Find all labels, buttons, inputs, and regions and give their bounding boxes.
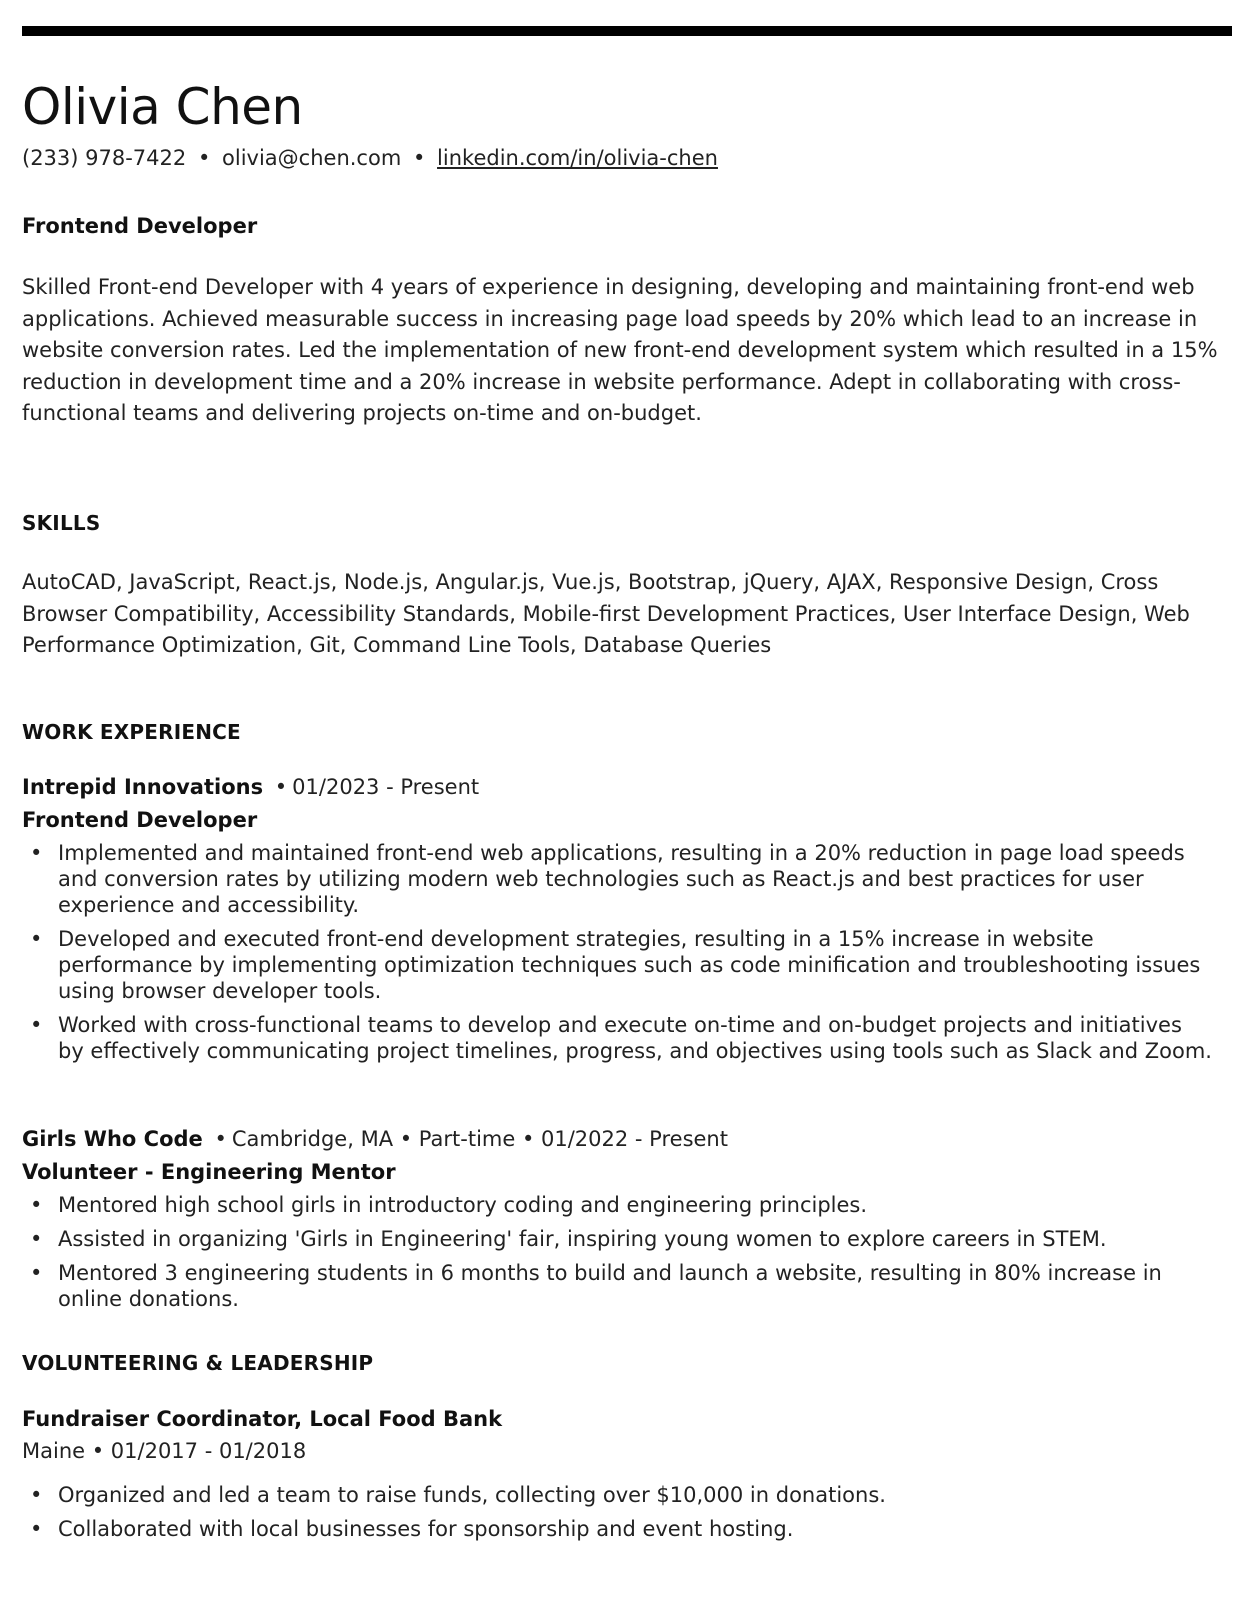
list-item: • Collaborated with local businesses for sponsorship and event hosting. <box>22 1516 1212 1542</box>
list-item: • Assisted in organizing 'Girls in Engineering' fair, inspiring young women to explore careers in STEM. <box>22 1226 1212 1252</box>
work-experience-heading: WORK EXPERIENCE <box>22 720 241 744</box>
top-rule <box>22 26 1232 36</box>
contact-separator: • <box>412 146 426 170</box>
job-role: Volunteer - Engineering Mentor <box>22 1160 396 1184</box>
skills-heading: SKILLS <box>22 511 101 535</box>
skills-list: AutoCAD, JavaScript, React.js, Node.js, Angular.js, Vue.js, Bootstrap, jQuery, AJAX, Responsive Design, Cross Browser Compatibility, Accessibility Standards, Mobile-first Development Practices, User Interface Design, Web Performance Optimization, Git, Command Line Tools, Database Queries <box>22 570 1190 657</box>
contact-separator: • <box>197 146 211 170</box>
job-details: 01/2023 - Present <box>292 775 480 799</box>
list-item: • Mentored high school girls in introductory coding and engineering principles. <box>22 1192 1212 1218</box>
job-header <box>22 775 479 799</box>
candidate-name: Olivia Chen <box>22 78 303 136</box>
contact-line <box>22 146 718 170</box>
job-separator: • <box>214 1127 227 1151</box>
volunteer-bullets <box>22 1482 1212 1550</box>
company-name: Intrepid Innovations <box>22 775 264 799</box>
professional-summary: Skilled Front-end Developer with 4 years of experience in designing, developing and maintaining front-end web applications. Achieved measurable success in increasing page load speeds by 20% which lead to an increase in website conversion rates. Led the implementation of new front-end development system which resulted in a 15% reduction in development time and a 20% increase in website performance. Adept in collaborating with cross-functional teams and delivering projects on-time and on-budget. <box>22 275 1218 425</box>
job-title: Frontend Developer <box>22 214 258 238</box>
email-address: olivia@chen.com <box>222 146 402 170</box>
volunteer-details: Maine • 01/2017 - 01/2018 <box>22 1439 307 1463</box>
list-item: • Implemented and maintained front-end web applications, resulting in a 20% reduction in page load speeds and conversion rates by utilizing modern web technologies such as React.js and best practices for user experience and accessibility. <box>22 840 1212 918</box>
volunteering-heading: VOLUNTEERING & LEADERSHIP <box>22 1351 374 1375</box>
job-details: Cambridge, MA • Part-time • 01/2022 - Present <box>231 1127 728 1151</box>
volunteer-role: Fundraiser Coordinator, Local Food Bank <box>22 1407 503 1431</box>
job-role: Frontend Developer <box>22 808 258 832</box>
job-bullets <box>22 840 1212 1072</box>
list-item: • Worked with cross-functional teams to develop and execute on-time and on-budget projects and initiatives by effectively communicating project timelines, progress, and objectives using tools such as Slack and Zoom. <box>22 1012 1212 1064</box>
list-item: • Mentored 3 engineering students in 6 months to build and launch a website, resulting in 80% increase in online donations. <box>22 1260 1212 1312</box>
phone-number: (233) 978-7422 <box>22 146 187 170</box>
job-bullets <box>22 1192 1212 1320</box>
job-header <box>22 1127 728 1151</box>
job-separator: • <box>274 775 288 799</box>
linkedin-link[interactable]: linkedin.com/in/olivia-chen <box>437 146 718 170</box>
list-item: • Organized and led a team to raise funds, collecting over $10,000 in donations. <box>22 1482 1212 1508</box>
company-name: Girls Who Code <box>22 1127 203 1151</box>
list-item: • Developed and executed front-end development strategies, resulting in a 15% increase in website performance by implementing optimization techniques such as code minification and troubleshooting issues using browser developer tools. <box>22 926 1212 1004</box>
